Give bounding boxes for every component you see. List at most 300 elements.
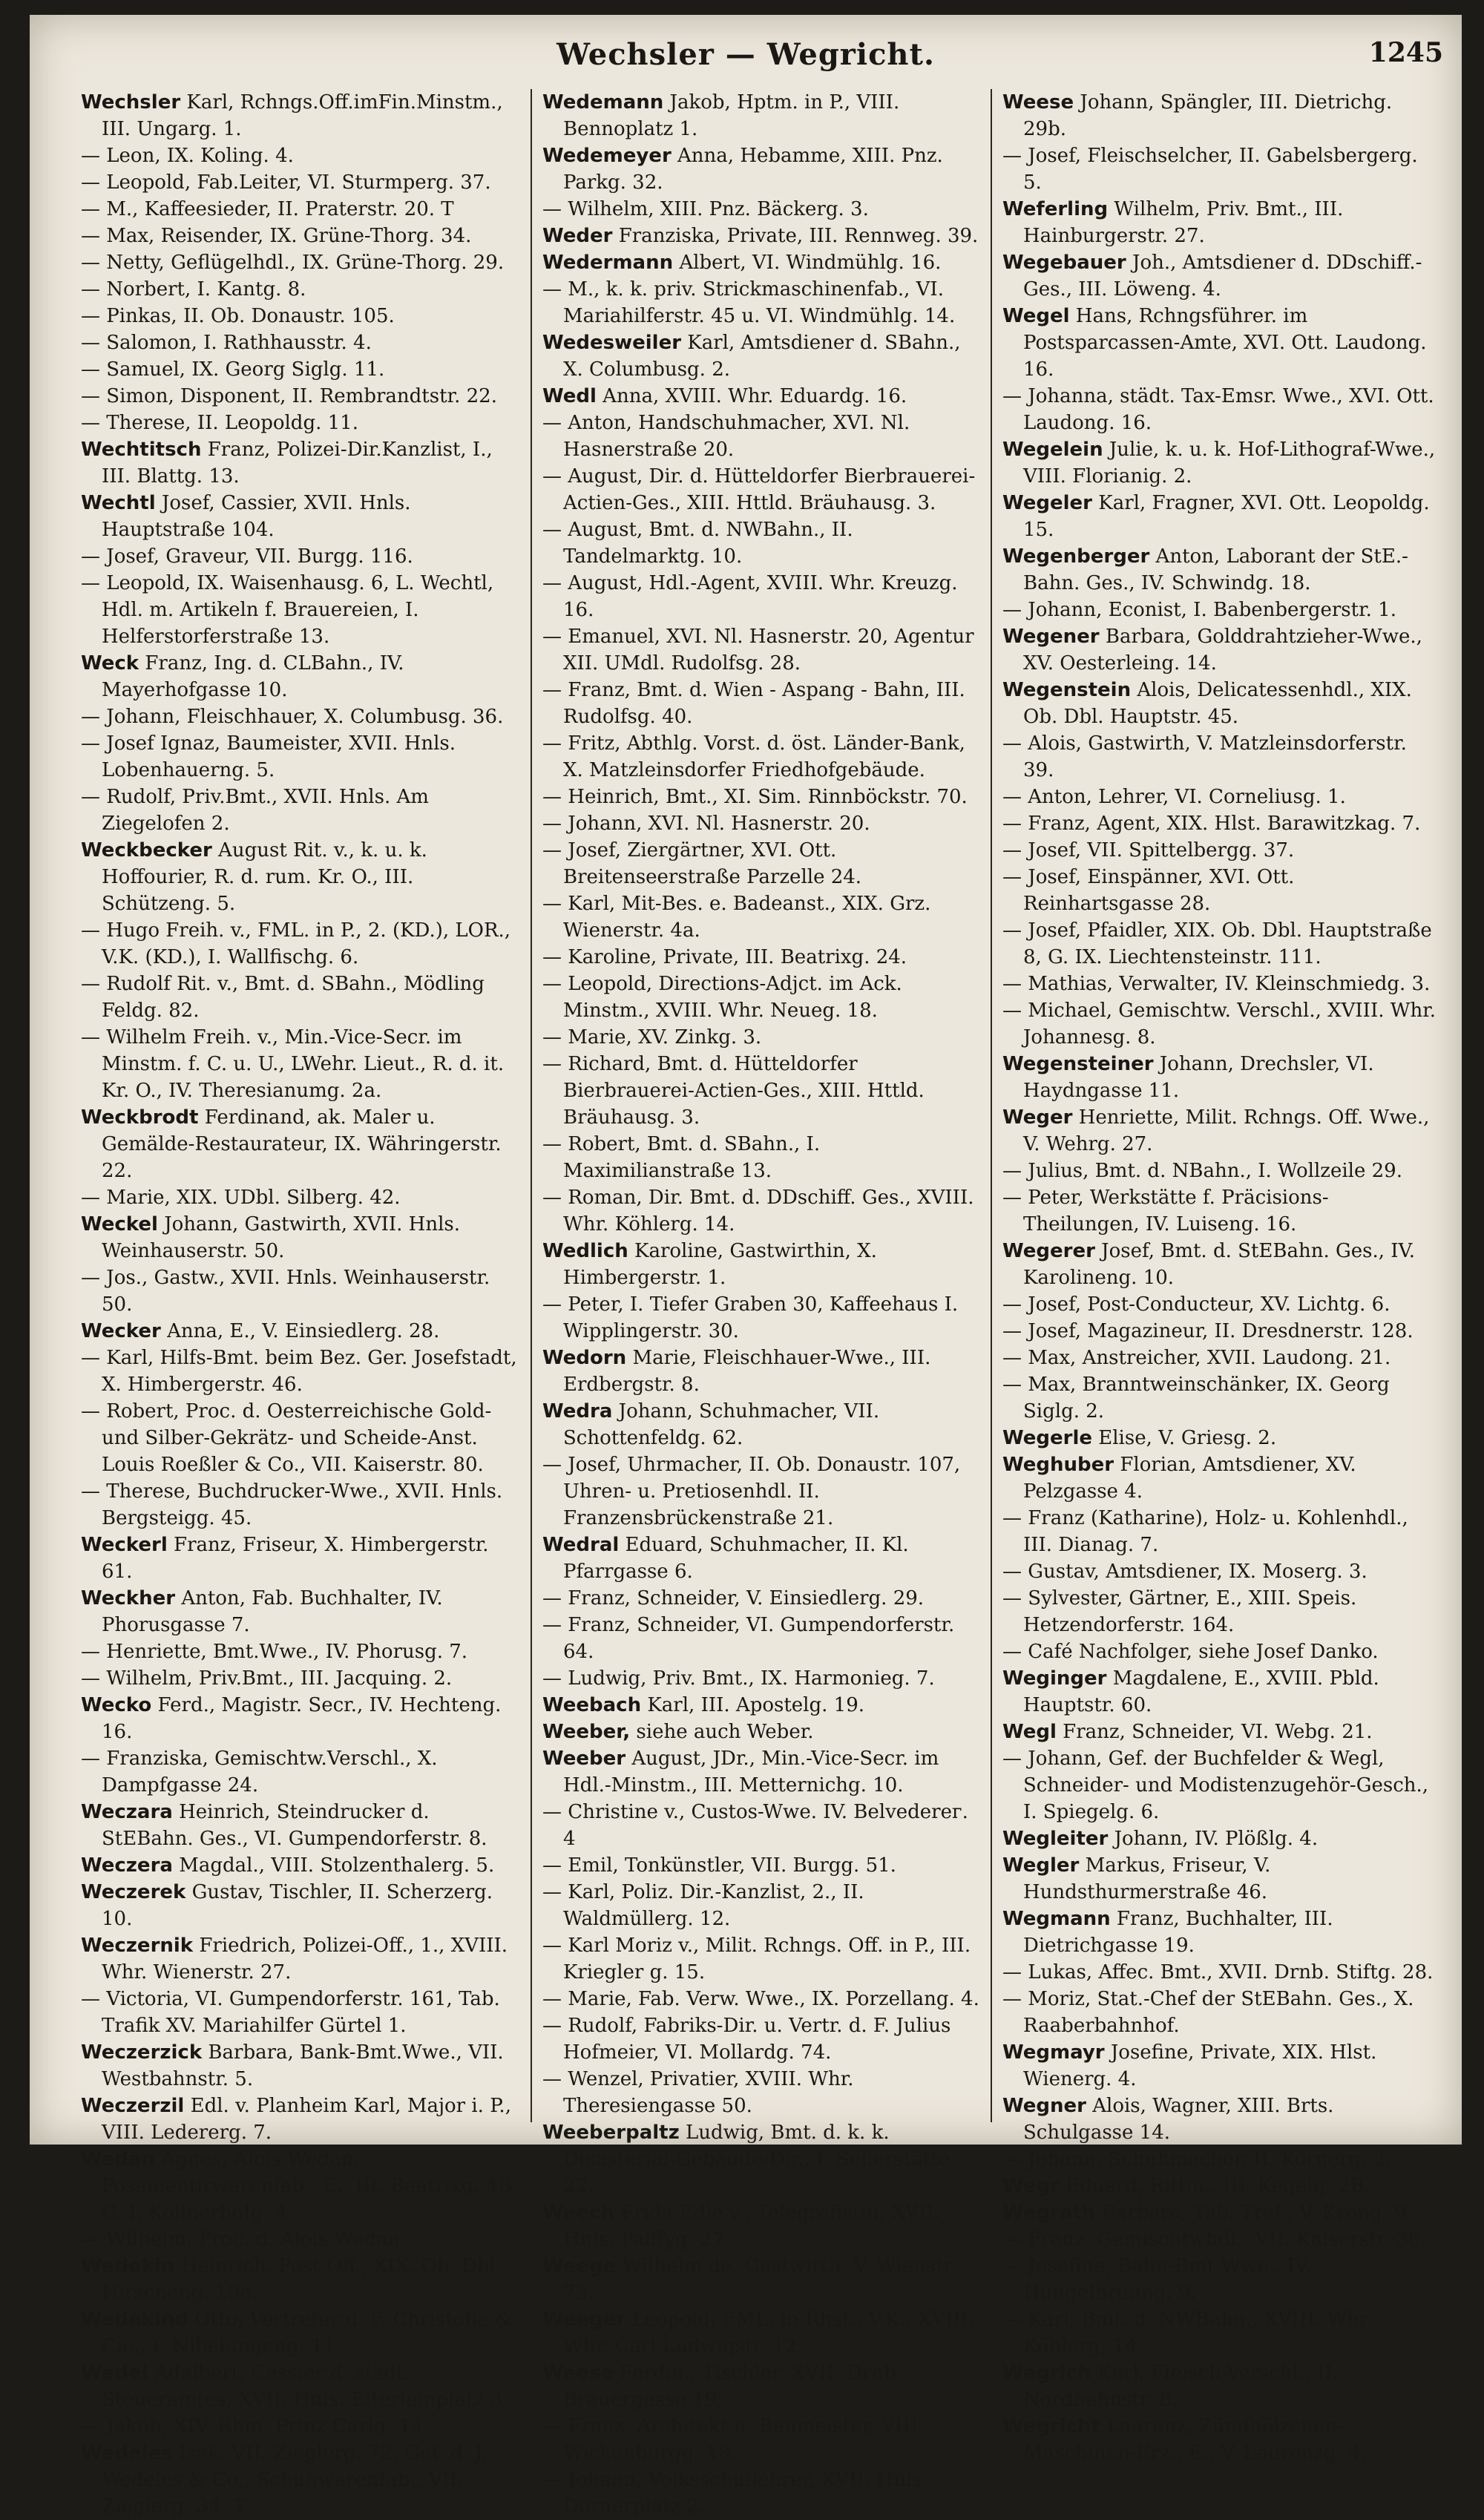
directory-entry (542, 249, 980, 276)
directory-entry (1002, 1318, 1440, 1345)
entry-details: Franz, Schneider, VI. Webg. 21. (1056, 1721, 1373, 1743)
directory-entry (81, 1264, 520, 1318)
directory-entry (542, 2253, 980, 2306)
directory-entry (81, 570, 520, 650)
entry-surname: Wedral (542, 1534, 620, 1556)
directory-entry (1002, 2226, 1440, 2253)
directory-entry (542, 1451, 980, 1532)
entry-details: Isak, VII. Zieglerg. 72, Gef. d. J. Wedeles & Co., Schuhwarenfab., VII. Zieglerg. 34. T (102, 2442, 487, 2518)
entry-surname: Wedl (542, 385, 597, 407)
directory-entry (542, 89, 980, 142)
entry-details: — Franz, Schneider, VI. Gumpendorferstr. 64. (542, 1614, 955, 1663)
entry-details: Barbara, Bank-Bmt.Wwe., VII. Westbahnstr. 5. (102, 2041, 504, 2090)
entry-surname: Weder (542, 225, 613, 247)
directory-entry (1002, 2360, 1440, 2413)
directory-entry (1002, 677, 1440, 730)
entry-details: — Sylvester, Gärtner, E., XIII. Speis. Hetzendorferstr. 164. (1002, 1587, 1357, 1636)
directory-entry (542, 383, 980, 410)
entry-surname: Weferling (1002, 198, 1109, 220)
entry-details: — Rudolf, Priv.Bmt., XVII. Hnls. Am Ziegelofen 2. (81, 786, 429, 835)
directory-entry (81, 1211, 520, 1264)
directory-entry (81, 196, 520, 223)
directory-entry (542, 2360, 980, 2413)
entry-details: Anton, Laborant der StE.-Bahn. Ges., IV. Schwindg. 18. (1023, 545, 1408, 594)
entry-details: — Jakob, XIV. Rhm. Prinz Carlg. 14. (81, 2415, 430, 2438)
entry-details: Jakob, Hptm. in P., VIII. Bennoplatz 1. (563, 91, 900, 140)
entry-details: — Franz, Gemischtwhdl., VII. Kaiserstr. 36. (1002, 2228, 1427, 2251)
entry-surname: Wechtl (81, 492, 156, 514)
entry-details: — Johanna, städt. Tax-Emsr. Wwe., XVI. Ott. Laudong. 16. (1002, 385, 1434, 434)
entry-details: Ferdin., Tischler, XVII. Drnb. Brauergasse 19. (563, 2362, 902, 2411)
entry-details: — Marie, XIX. UDbl. Silberg. 42. (81, 1187, 401, 1209)
entry-details: — Therese, Buchdrucker-Wwe., XVII. Hnls. Bergsteigg. 45. (81, 1480, 503, 1529)
directory-entry (542, 890, 980, 944)
entry-details: — Heinrich, Bmt., XI. Sim. Rinnböckstr. 70. (542, 786, 968, 808)
directory-entry (81, 2306, 520, 2360)
column-3 (991, 89, 1451, 2464)
directory-entry (1002, 1745, 1440, 1825)
entry-details: Elise, V. Griesg. 2. (1092, 1427, 1277, 1449)
entry-surname: Weckbecker (81, 839, 212, 862)
column-1 (70, 89, 531, 2518)
entry-details: — Josef Ignaz, Baumeister, XVII. Hnls. Lobenhauerng. 5. (81, 732, 456, 781)
entry-details: Karoline, Gastwirthin, X. Himbergerstr. 1. (563, 1240, 877, 1289)
entry-details: Karl, III. Apostelg. 19. (641, 1694, 865, 1716)
directory-entry (542, 1665, 980, 1692)
entry-details: — Karl, Bmt. d. NWBahn., XVIII. Whr. Köhlerg. 14. (1002, 2309, 1373, 2357)
entry-surname: Wegelein (1002, 439, 1103, 461)
directory-entry (542, 196, 980, 223)
entry-details: — Josef, Post-Conducteur, XV. Lichtg. 6. (1002, 1293, 1391, 1316)
entry-details: Eduard, Rittm., III. Kegelg. 2B. (1059, 2175, 1370, 2197)
entry-details: Johann, Spängler, III. Dietrichg. 29b. (1023, 91, 1393, 140)
columns (70, 89, 1451, 2518)
entry-details: Frida Edle v., Telegrafistin, XVII. Hnls. Palffyg. 27. (563, 2202, 941, 2251)
directory-entry (81, 1852, 520, 1879)
directory-entry (81, 650, 520, 703)
entry-details: Friedrich, Polizei-Off., 1., XVIII. Whr. Wienerstr. 27. (102, 1935, 508, 1983)
entry-details: — Johann, Econist, I. Babenbergerstr. 1. (1002, 599, 1396, 621)
entry-details: — Mathias, Verwalter, IV. Kleinschmiedg. 3. (1002, 973, 1431, 995)
directory-entry (1002, 971, 1440, 997)
directory-entry (1002, 1959, 1440, 1986)
entry-details: — Robert, Bmt. d. SBahn., I. Maximilianstraße 13. (542, 1133, 821, 1182)
entry-details: — Simon, Disponent, II. Rembrandtstr. 22. (81, 385, 497, 407)
directory-entry (542, 1532, 980, 1585)
directory-entry (81, 2146, 520, 2226)
directory-entry (1002, 917, 1440, 971)
entry-surname: Wedra (542, 1400, 613, 1423)
page-number: 1245 (1368, 37, 1443, 68)
entry-surname: Wecker (81, 1320, 161, 1342)
entry-details: — Roman, Dir. Bmt. d. DDschiff. Ges., XVIII. Whr. Köhlerg. 14. (542, 1187, 974, 1236)
directory-entry (81, 89, 520, 142)
directory-entry (1002, 1451, 1440, 1505)
directory-entry (1002, 1104, 1440, 1158)
directory-entry (1002, 2306, 1440, 2360)
directory-entry (542, 2066, 980, 2119)
directory-entry (542, 1852, 980, 1879)
entry-surname: Wedel (81, 2362, 148, 2384)
entry-details: — Wilhelm, Proc. d. Alois Wedan. (81, 2228, 407, 2251)
entry-surname: Wegebauer (1002, 252, 1126, 274)
entry-details: — Josef, VII. Spittelbergg. 37. (1002, 839, 1295, 862)
entry-surname: Wedekind (81, 2309, 188, 2331)
entry-details: — Michael, Gemischtw. Verschl., XVIII. Whr. Johannesg. 8. (1002, 1000, 1437, 1049)
entry-details: Barbara, Golddrahtzieher-Wwe., XV. Oesterleing. 14. (1023, 626, 1422, 675)
entry-details: — Therese, II. Leopoldg. 11. (81, 412, 358, 434)
directory-entry (542, 1238, 980, 1291)
directory-entry (1002, 1291, 1440, 1318)
directory-entry (81, 329, 520, 356)
entry-details: Magdal., VIII. Stolzenthalerg. 5. (172, 1854, 495, 1877)
entry-details: — Franz, Agent, XIX. Hlst. Barawitzkag. 7. (1002, 813, 1421, 835)
entry-details: — Marie, XV. Zinkg. 3. (542, 1026, 762, 1049)
directory-entry (542, 1345, 980, 1398)
directory-entry (1002, 623, 1440, 677)
entry-surname: Weckher (81, 1587, 176, 1610)
directory-entry (81, 917, 520, 971)
entry-details: Henriette, Milit. Rchngs. Off. Wwe., V. Wehrg. 27. (1023, 1106, 1430, 1155)
entry-details: — Emanuel, XVI. Nl. Hasnerstr. 20, Agentur XII. UMdl. Rudolfsg. 28. (542, 626, 974, 675)
directory-entry (1002, 1719, 1440, 1745)
entry-surname: Wedan (81, 2148, 156, 2170)
directory-entry (1002, 730, 1440, 784)
directory-entry (1002, 1238, 1440, 1291)
directory-entry (1002, 2093, 1440, 2146)
directory-entry (542, 1398, 980, 1451)
directory-entry (81, 1532, 520, 1585)
entry-details: — Leon, IX. Koling. 4. (81, 145, 294, 167)
entry-details: — Norbert, I. Kantg. 8. (81, 278, 306, 301)
directory-entry (1002, 2413, 1440, 2467)
directory-entry (542, 1879, 980, 1932)
directory-entry (1002, 810, 1440, 837)
entry-surname: Wedesweiler (542, 332, 682, 354)
entry-surname: Wedekin (81, 2255, 175, 2277)
directory-entry (542, 2413, 980, 2467)
entry-surname: Weckel (81, 1213, 158, 1236)
entry-details: Heinrich, Steindrucker d. StEBahn. Ges., VI. Gumpendorferstr. 8. (102, 1801, 487, 1850)
entry-surname: Wedlich (542, 1240, 628, 1262)
directory-entry (1002, 1158, 1440, 1184)
entry-details: — Samuel, IX. Georg Siglg. 11. (81, 358, 385, 381)
entry-details: — Robert, Proc. d. Oesterreichische Gold- und Silber-Gekrätz- und Scheide-Anst. Louis Roeßler & Co., VII. Kaiserstr. 80. (81, 1400, 492, 1476)
directory-entry (542, 1745, 980, 1799)
directory-entry (542, 2306, 980, 2360)
entry-details: — August, Bmt. d. NWBahn., II. Tandelmarktg. 10. (542, 519, 853, 568)
directory-entry (81, 543, 520, 570)
entry-details: — August, Dir. d. Hütteldorfer Bierbrauerei-Actien-Ges., XIII. Httld. Bräuhausg. 3. (542, 465, 976, 514)
directory-entry (81, 1184, 520, 1211)
entry-details: — Johann, Schuhmacher, II. Körnerg. 2. (1002, 2148, 1392, 2170)
entry-details: Franz, Friseur, X. Himbergerstr. 61. (102, 1534, 489, 1583)
entry-surname: Wechtitsch (81, 439, 202, 461)
directory-entry (81, 1986, 520, 2039)
entry-details: — Franz, Bmt. d. Wien - Aspang - Bahn, III. Rudolfsg. 40. (542, 679, 965, 728)
entry-surname: Wegerer (1002, 1240, 1095, 1262)
entry-details: Ferdinand, ak. Maler u. Gemälde-Restaurateur, IX. Währingerstr. 22. (102, 1106, 502, 1182)
entry-surname: Weckerl (81, 1534, 168, 1556)
entry-details: — Ludwig, Priv. Bmt., IX. Harmonieg. 7. (542, 1667, 935, 1690)
entry-details: Johann, IV. Plößlg. 4. (1108, 1828, 1319, 1850)
directory-entry (1002, 2039, 1440, 2093)
directory-entry (81, 410, 520, 436)
entry-surname: Wegner (1002, 2095, 1086, 2117)
entry-details: siehe auch Weber. (630, 1721, 814, 1743)
directory-entry (542, 1612, 980, 1665)
directory-entry (81, 730, 520, 784)
running-title: Wechsler — Wegricht. (556, 37, 935, 72)
entry-surname: Wegleiter (1002, 1828, 1109, 1850)
directory-entry (81, 356, 520, 383)
directory-entry (81, 249, 520, 276)
entry-details: — Karl, Hilfs-Bmt. beim Bez. Ger. Josefstadt, X. Himbergerstr. 46. (81, 1347, 517, 1396)
directory-entry (81, 2226, 520, 2253)
entry-details: — Josef, Fleischselcher, II. Gabelsbergerg. 5. (1002, 145, 1418, 194)
directory-entry (81, 490, 520, 543)
entry-surname: Wegr (1002, 2175, 1060, 2197)
directory-entry (542, 784, 980, 810)
entry-details: — Henriette, Bmt.Wwe., IV. Phorusg. 7. (81, 1641, 468, 1663)
entry-details: — Josef, Magazineur, II. Dresdnerstr. 128. (1002, 1320, 1414, 1342)
entry-details: Agnes, Alois Wedan, Posamentirwarenfab., E., III. Beatrixg. 4B, G. I. Köllnerhofg. 4. (102, 2148, 519, 2224)
entry-details: — Anton, Lehrer, VI. Corneliusg. 1. (1002, 786, 1346, 808)
entry-surname: Wedemann (542, 91, 664, 114)
entry-details: — Moriz, Stat.-Chef der StEBahn. Ges., X. Raaberbahnhof. (1002, 1988, 1414, 2037)
directory-entry (1002, 490, 1440, 543)
entry-surname: Wegeler (1002, 492, 1092, 514)
entry-details: Marie, Fleischhauer-Wwe., III. Erdbergstr. 8. (563, 1347, 931, 1396)
entry-details: — Wilhelm Freih. v., Min.-Vice-Secr. im Minstm. f. C. u. U., LWehr. Lieut., R. d. it. Kr. O., IV. Theresianumg. 2a. (81, 1026, 505, 1102)
entry-details: — Netty, Geflügelhdl., IX. Grüne-Thorg. 29. (81, 252, 505, 274)
directory-page (30, 15, 1462, 2518)
entry-details: Anna, XVIII. Whr. Eduardg. 16. (596, 385, 907, 407)
entry-surname: Wegrich (1002, 2362, 1091, 2384)
directory-entry (81, 1585, 520, 1638)
entry-details: Leopold, FML. in Rhst., V.K., XVIII. Whr. Carl Ludwigstr. 12. (563, 2309, 975, 2357)
directory-entry (1002, 1638, 1440, 1665)
entry-details: — Johann, Volksschullehrer, XVII. Hnls. Dornerplatz 2. (542, 2469, 928, 2518)
entry-surname: Wedemeyer (542, 145, 672, 167)
entry-details: — Salomon, I. Rathhausstr. 4. (81, 332, 372, 354)
directory-entry (542, 2119, 980, 2199)
entry-surname: Weckbrodt (81, 1106, 199, 1129)
entry-surname: Weeber, (542, 1721, 631, 1743)
entry-details: — Gustav, Amtsdiener, IX. Moserg. 3. (1002, 1561, 1368, 1583)
entry-surname: Weczerek (81, 1881, 186, 1903)
entry-details: — Hugo Freih. v., FML. in P., 2. (KD.), LOR., V.K. (KD.), I. Wallfischg. 6. (81, 919, 511, 968)
directory-entry (542, 1692, 980, 1719)
directory-entry (542, 2199, 980, 2253)
entry-details: Johann, Drechsler, VI. Haydngasse 11. (1023, 1053, 1374, 1102)
directory-entry (1002, 1345, 1440, 1371)
directory-entry (1002, 1371, 1440, 1425)
directory-entry (542, 1051, 980, 1131)
directory-entry (1002, 2146, 1440, 2173)
entry-surname: Weger (1002, 1106, 1073, 1129)
entry-details: — Marie, Fab. Verw. Wwe., IX. Porzellang. 4. (542, 1988, 979, 2010)
entry-details: Anna, Hebamme, XIII. Pnz. Parkg. 32. (563, 145, 943, 194)
entry-details: — Josef, Uhrmacher, II. Ob. Donaustr. 107, Uhren- u. Pretiosenhdl. II. Franzensbrückenstraße 21. (542, 1454, 961, 1529)
directory-entry (1002, 89, 1440, 142)
directory-entry (542, 677, 980, 730)
directory-entry (81, 169, 520, 196)
directory-entry (1002, 1986, 1440, 2039)
directory-entry (542, 810, 980, 837)
entry-surname: Weeberpaltz (542, 2122, 680, 2144)
directory-entry (81, 784, 520, 837)
entry-surname: Weczerzil (81, 2095, 185, 2117)
directory-entry (81, 1478, 520, 1532)
entry-details: — Peter, I. Tiefer Graben 30, Kaffeehaus I. Wipplingerstr. 30. (542, 1293, 959, 1342)
directory-entry (542, 1024, 980, 1051)
directory-entry (81, 2093, 520, 2146)
entry-surname: Weeger (542, 2309, 626, 2331)
directory-entry (81, 383, 520, 410)
entry-details: Karl, Amtsdiener d. SBahn., X. Columbusg. 2. (563, 332, 961, 381)
directory-entry (81, 1799, 520, 1852)
directory-entry (1002, 1825, 1440, 1852)
entry-details: Edl. v. Planheim Karl, Major i. P., VIII. Ledererg. 7. (102, 2095, 511, 2144)
entry-details: Karl, Fleisch-Verschl., II. Nordbahnstr. 8. (1023, 2362, 1339, 2411)
directory-entry (1002, 1425, 1440, 1451)
entry-surname: Wegener (1002, 626, 1100, 648)
entry-surname: Weghuber (1002, 1454, 1114, 1476)
entry-details: — Franz, Schneider, V. Einsiedlerg. 29. (542, 1587, 925, 1610)
directory-entry (542, 142, 980, 196)
directory-entry (81, 303, 520, 329)
entry-details: — Max, Anstreicher, XVII. Laudong. 21. (1002, 1347, 1391, 1369)
entry-surname: Weeber (542, 1748, 626, 1770)
directory-entry (542, 2467, 980, 2520)
entry-details: — Richard, Bmt. d. Hütteldorfer Bierbrauerei-Actien-Ges., XIII. Httld. Bräuhausg. 3. (542, 1053, 925, 1129)
directory-entry (1002, 997, 1440, 1051)
entry-details: Wilhelm de, Gastwirth, V. Wienstr. 73. (563, 2255, 957, 2304)
entry-details: Gustav, Tischler, II. Scherzerg. 10. (102, 1881, 493, 1930)
entry-details: Karl, Fragner, XVI. Ott. Leopoldg. 15. (1023, 492, 1430, 541)
directory-entry (81, 703, 520, 730)
directory-entry (542, 1986, 980, 2012)
entry-details: — Leopold, Directions-Adjct. im Ack. Minstm., XVIII. Whr. Neueg. 18. (542, 973, 902, 1022)
entry-details: — Café Nachfolger, siehe Josef Danko. (1002, 1641, 1379, 1663)
entry-details: — August, Hdl.-Agent, XVIII. Whr. Kreuzg. 16. (542, 572, 958, 621)
directory-entry (542, 623, 980, 677)
entry-details: August, JDr., Min.-Vice-Secr. im Hdl.-Minstm., III. Metternichg. 10. (563, 1748, 939, 1797)
directory-entry (81, 1665, 520, 1692)
entry-details: — Pinkas, II. Ob. Donaustr. 105. (81, 305, 395, 327)
directory-entry (81, 436, 520, 490)
entry-details: Julie, k. u. k. Hof-Lithograf-Wwe., VIII. Florianig. 2. (1023, 439, 1436, 488)
directory-entry (81, 1932, 520, 1986)
directory-entry (81, 971, 520, 1024)
entry-details: — Johann, XVI. Nl. Hasnerstr. 20. (542, 813, 870, 835)
entry-details: — Emil, Tonkünstler, VII. Burgg. 51. (542, 1854, 896, 1877)
directory-entry (542, 276, 980, 329)
directory-entry (1002, 2253, 1440, 2306)
entry-details: Joh., Amtsdiener d. DDschiff.-Ges., III. Löweng. 4. (1023, 252, 1422, 301)
entry-surname: Weczara (81, 1801, 173, 1823)
directory-entry (542, 2012, 980, 2066)
entry-details: Florian, Amtsdiener, XV. Pelzgasse 4. (1023, 1454, 1356, 1503)
directory-entry (542, 329, 980, 383)
entry-details: — Josef, Ziergärtner, XVI. Ott. Breitenseerstraße Parzelle 24. (542, 839, 862, 888)
directory-entry (1002, 597, 1440, 623)
entry-surname: Weginger (1002, 1667, 1107, 1690)
entry-details: — Leopold, Fab.Leiter, VI. Sturmperg. 37. (81, 171, 491, 194)
entry-surname: Wegenberger (1002, 545, 1150, 568)
entry-details: — Alois, Gastwirth, V. Matzleinsdorferstr. 39. (1002, 732, 1407, 781)
directory-entry (1002, 1665, 1440, 1719)
entry-details: Anna, E., V. Einsiedlerg. 28. (160, 1320, 440, 1342)
entry-surname: Weczera (81, 1854, 173, 1877)
directory-entry (1002, 2173, 1440, 2199)
entry-surname: Weebach (542, 1694, 642, 1716)
directory-entry (81, 2413, 520, 2440)
directory-entry (81, 1024, 520, 1104)
entry-details: Ludwig, Bmt. d. k. k. Dicasterial-Gebäude-Dir., I. Seilerstätte 22. (563, 2122, 951, 2197)
entry-details: — Lukas, Affec. Bmt., XVII. Drnb. Stiftg. 28. (1002, 1961, 1434, 1983)
directory-entry (81, 837, 520, 917)
directory-entry (542, 1585, 980, 1612)
entry-details: Albert, VI. Windmühlg. 16. (673, 252, 942, 274)
entry-surname: Wegrath (1002, 2202, 1096, 2224)
entry-surname: Wegricht (1002, 2415, 1101, 2438)
entry-surname: Wegl (1002, 1721, 1057, 1743)
directory-entry (542, 410, 980, 463)
entry-details: — Karl, Poliz. Dir.-Kanzlist, 2., II. Waldmüllerg. 12. (542, 1881, 864, 1930)
directory-entry (81, 2360, 520, 2413)
entry-details: Anton, Fab. Buchhalter, IV. Phorusgasse 7. (102, 1587, 443, 1636)
entry-details: — Wilhelm, XIII. Pnz. Bäckerg. 3. (542, 198, 869, 220)
entry-details: — Victoria, VI. Gumpendorferstr. 161, Tab. Trafik XV. Mariahilfer Gürtel 1. (81, 1988, 500, 2037)
entry-details: Eduard, Schuhmacher, II. Kl. Pfarrgasse 6. (563, 1534, 909, 1583)
entry-details: — Johann, Gef. der Buchfelder & Wegl, Schneider- und Modistenzugehör-Gesch., I. Spiegelg. 6. (1002, 1748, 1429, 1823)
directory-entry (1002, 1558, 1440, 1585)
entry-details: — Josefine, Bahn-Bmt.Wwe., IV. Hungelbrunng. 9. (1002, 2255, 1312, 2304)
directory-entry (81, 1398, 520, 1478)
directory-entry (81, 1879, 520, 1932)
directory-entry (1002, 436, 1440, 490)
directory-entry (1002, 784, 1440, 810)
entry-surname: Wegenstein (1002, 679, 1132, 701)
directory-entry (81, 2039, 520, 2093)
directory-entry (1002, 1906, 1440, 1959)
directory-entry (1002, 837, 1440, 864)
entry-details: Johann, Gastwirth, XVII. Hnls. Weinhauserstr. 50. (102, 1213, 461, 1262)
entry-surname: Wegel (1002, 305, 1070, 327)
entry-surname: Weege (542, 2255, 617, 2277)
directory-entry (542, 223, 980, 249)
entry-surname: Wechsler (81, 91, 181, 114)
directory-entry (1002, 1852, 1440, 1906)
directory-entry (1002, 864, 1440, 917)
entry-details: Josef, Cassier, XVII. Hnls. Hauptstraße 104. (102, 492, 411, 541)
entry-details: Josefine, Private, XIX. Hlst. Wienerg. 4. (1023, 2041, 1377, 2090)
entry-details: Hans, Rchngsführer. im Postsparcassen-Amte, XVI. Ott. Laudong. 16. (1023, 305, 1427, 381)
entry-surname: Weese (542, 2362, 614, 2384)
directory-entry (542, 1932, 980, 1986)
entry-details: — Jos., Gastw., XVII. Hnls. Weinhauserstr. 50. (81, 1267, 490, 1316)
directory-entry (1002, 383, 1440, 436)
entry-details: — Christine v., Custos-Wwe. IV. Belvederег. 4 (542, 1801, 968, 1850)
entry-details: — Rudolf, Fabriks-Dir. u. Vertr. d. F. Julius Hofmeier, VI. Mollardg. 74. (542, 2015, 951, 2064)
directory-entry (81, 1692, 520, 1745)
directory-entry (542, 1131, 980, 1184)
entry-surname: Wedorn (542, 1347, 627, 1369)
entry-details: — Josef, Pfaidler, XIX. Ob. Dbl. Hauptstraße 8, G. IX. Liechtensteinstr. 111. (1002, 919, 1432, 968)
entry-surname: Wegmayr (1002, 2041, 1105, 2064)
